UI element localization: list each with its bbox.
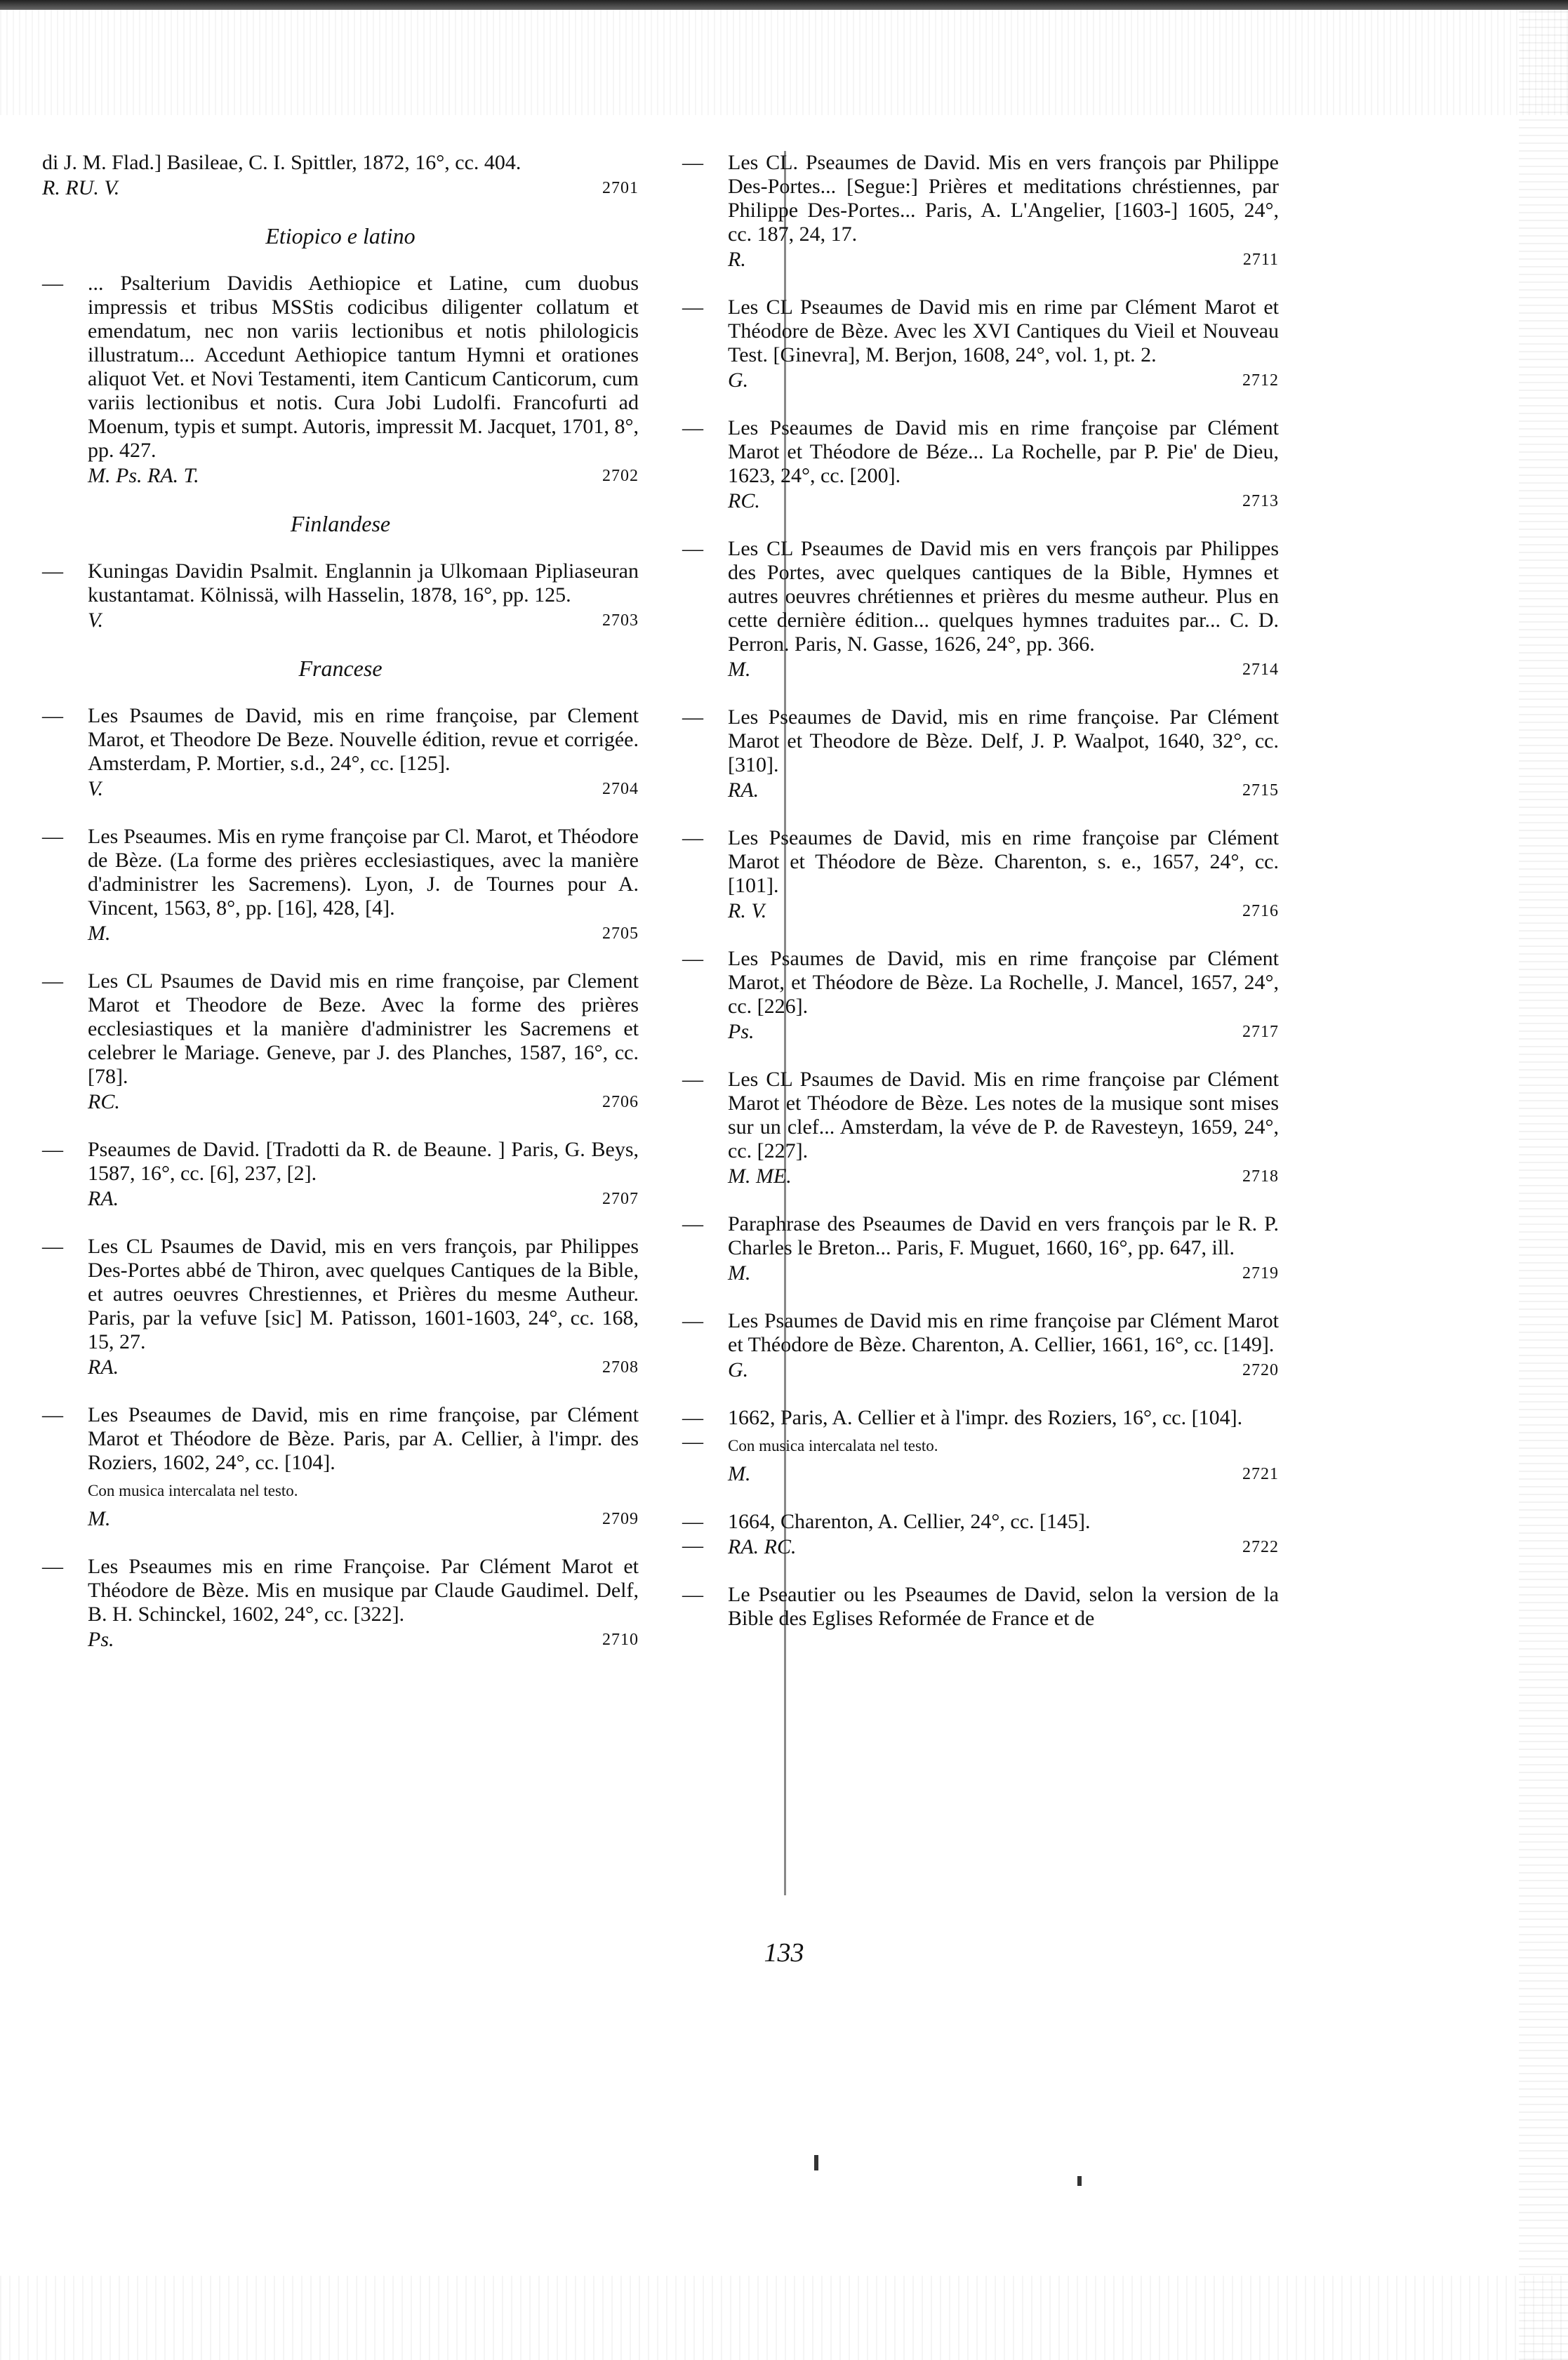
left-column xyxy=(42,151,639,1676)
entry-text xyxy=(682,1583,1279,1631)
entry-dash: — — xyxy=(682,1510,703,1557)
entry-number: 2707 xyxy=(602,1190,639,1208)
entry-body: 1664, Charenton, A. Cellier, 24°, cc. [145]. xyxy=(728,1510,1091,1533)
entry-signature xyxy=(682,1165,1279,1188)
entry-body: Les Psaumes de David, mis en rime françoise, par Clement Marot, et Theodore De Beze. Nouvelle édition, revue et corrigée. Amsterdam, P. Mortier, s.d., 24°, cc. [125]. xyxy=(88,704,639,775)
entry-text xyxy=(682,1309,1279,1357)
entry-2708 xyxy=(42,1235,639,1379)
entry-body: Le Pseautier ou les Pseaumes de David, selon la version de la Bible des Eglises Reformée de France et de xyxy=(728,1583,1279,1630)
entry-text xyxy=(682,705,1279,777)
entry-body: Les CL Pseaumes de David mis en rime par Clément Marot et Théodore de Bèze. Avec les XVI Cantiques du Vieil et Nouveau Test. [Ginevra], M. Berjon, 1608, 24°, vol. 1, pt. 2. xyxy=(728,296,1279,366)
entry-2722 xyxy=(682,1510,1279,1559)
entry-text xyxy=(42,1138,639,1186)
entry-number: 2708 xyxy=(602,1358,639,1377)
entry-signature xyxy=(682,658,1279,682)
scan-noise-bottom xyxy=(0,2276,1568,2360)
entry-libraries: R. V. xyxy=(728,899,767,922)
page-number: 133 xyxy=(764,1938,804,1968)
entry-text xyxy=(682,1068,1279,1163)
entry-note: Con musica intercalata nel testo. xyxy=(728,1437,938,1454)
entry-number: 2716 xyxy=(1242,902,1279,920)
right-column xyxy=(682,151,1279,1655)
entry-dash: — xyxy=(42,704,63,727)
entry-2713 xyxy=(682,416,1279,513)
entry-libraries: M. xyxy=(728,658,751,681)
entry-dash: — xyxy=(682,1212,703,1235)
entry-number: 2714 xyxy=(1242,661,1279,679)
entry-libraries: RA. RC. xyxy=(728,1535,797,1558)
entry-libraries: R. xyxy=(728,248,746,271)
entry-number: 2706 xyxy=(602,1093,639,1111)
entry-body: Les Pseaumes. Mis en ryme françoise par Cl. Marot, et Théodore de Bèze. (La forme des prières ecclesiastiques, avec la manière d'administrer les Sacremens). Lyon, J. de Tournes pour A. Vincent, 1563, 8°, pp. [16], 428, [4]. xyxy=(88,825,639,920)
entry-2706 xyxy=(42,969,639,1114)
entry-dash: — xyxy=(682,1309,703,1332)
entry-number: 2719 xyxy=(1242,1264,1279,1282)
entry-libraries: M. xyxy=(88,1507,111,1530)
entry-libraries: RA. xyxy=(88,1187,119,1210)
entry-body: Les Pseaumes de David, mis en rime françoise par Clément Marot et Théodore de Bèze. Charenton, s. e., 1657, 24°, cc. [101]. xyxy=(728,826,1279,897)
entry-libraries: G. xyxy=(728,1358,749,1381)
entry-2716 xyxy=(682,826,1279,923)
entry-dash: — xyxy=(42,1138,63,1161)
entry-number: 2705 xyxy=(602,924,639,943)
entry-libraries: M. xyxy=(88,922,111,945)
entry-signature xyxy=(42,1355,639,1379)
entry-number: 2701 xyxy=(602,179,639,197)
entry-signature xyxy=(682,248,1279,272)
entry-body: Les Psaumes de David mis en rime françoise par Clément Marot et Théodore de Bèze. Charenton, A. Cellier, 1661, 16°, cc. [149]. xyxy=(728,1309,1279,1356)
entry-signature xyxy=(42,777,639,801)
entry-libraries: R. RU. V. xyxy=(42,176,120,199)
entry-text xyxy=(682,151,1279,246)
entry-dash: — xyxy=(682,537,703,560)
entry-2702 xyxy=(42,272,639,488)
entry-body: Les CL Psaumes de David. Mis en rime françoise par Clément Marot et Théodore de Bèze. Les notes de la musique sont mises sur un clef... Amsterdam, la véve de P. de Ravesteyn, 1659, 24°, cc. [227]. xyxy=(728,1068,1279,1162)
entry-body: Les CL Pseaumes de David mis en vers françois par Philippes des Portes, avec quelques cantiques de la Bible, Hymnes et autres oeuvres chrétiennes et prières du mesme autheur. Plus en cette dernière édition... quelques hymnes traduites par... C. D. Perron. Paris, N. Gasse, 1626, 24°, pp. 366. xyxy=(728,537,1279,656)
entry-body: Pseaumes de David. [Tradotti da R. de Beaune. ] Paris, G. Beys, 1587, 16°, cc. [6], 237, [2]. xyxy=(88,1138,639,1185)
entry-text xyxy=(682,537,1279,656)
scan-noise-right xyxy=(1519,10,1568,2360)
entry-note: Con musica intercalata nel testo. xyxy=(88,1482,298,1499)
entry-2704 xyxy=(42,704,639,801)
entry-2703 xyxy=(42,559,639,632)
entry-libraries: M. ME. xyxy=(728,1165,792,1188)
entry-libraries: Ps. xyxy=(728,1020,755,1043)
entry-libraries: M. Ps. RA. T. xyxy=(88,464,199,487)
entry-2720 xyxy=(682,1309,1279,1382)
entry-body: Paraphrase des Pseaumes de David en vers françois par le R. P. Charles le Breton... Paris, F. Muguet, 1660, 16°, pp. 647, ill. xyxy=(728,1212,1279,1259)
entry-dash: — xyxy=(42,1555,63,1578)
entry-text xyxy=(42,1555,639,1626)
entry-number: 2721 xyxy=(1242,1465,1279,1483)
scan-speck xyxy=(1077,2176,1082,2186)
entry-libraries: M. xyxy=(728,1462,751,1485)
entry-libraries: V. xyxy=(88,609,103,632)
entry-libraries: RC. xyxy=(88,1090,120,1113)
entry-libraries: RA. xyxy=(88,1355,119,1379)
entry-number: 2713 xyxy=(1242,492,1279,510)
entry-text xyxy=(682,947,1279,1019)
entry-dash: — xyxy=(682,296,703,319)
entry-2715 xyxy=(682,705,1279,802)
entry-signature xyxy=(42,1628,639,1652)
entry-libraries: M. xyxy=(728,1261,751,1285)
entry-number: 2720 xyxy=(1242,1361,1279,1379)
entry-signature xyxy=(42,1090,639,1114)
scan-noise-top xyxy=(0,10,1568,115)
section-heading: Finlandese xyxy=(290,511,391,536)
entry-body: 1662, Paris, A. Cellier et à l'impr. des Roziers, 16°, cc. [104]. xyxy=(728,1406,1243,1429)
entry-text xyxy=(42,1235,639,1354)
entry-dash: — xyxy=(682,947,703,970)
entry-2714 xyxy=(682,537,1279,682)
entry-body: Les Psaumes de David, mis en rime françoise par Clément Marot, et Théodore de Bèze. La Rochelle, J. Mancel, 1657, 24°, cc. [226]. xyxy=(728,947,1279,1018)
entry-libraries: V. xyxy=(88,777,103,800)
entry-dash: — xyxy=(682,826,703,849)
entry-text xyxy=(682,296,1279,367)
entry-dash: — xyxy=(42,969,63,993)
entry-number: 2704 xyxy=(602,780,639,798)
entry-body: Les Pseaumes de David, mis en rime françoise, par Clément Marot et Théodore de Bèze. Paris, par A. Cellier, à l'impr. des Roziers, 1602, 24°, cc. [104]. xyxy=(88,1403,639,1474)
entry-text xyxy=(682,826,1279,898)
entry-text xyxy=(42,969,639,1089)
entry-dash: — xyxy=(682,1583,703,1606)
entry-dash: — xyxy=(42,1403,63,1426)
entry-signature xyxy=(682,489,1279,513)
entry-signature xyxy=(682,778,1279,802)
entry-signature xyxy=(42,922,639,946)
entry-libraries: RC. xyxy=(728,489,760,512)
entry-number: 2703 xyxy=(602,611,639,630)
entry-number: 2710 xyxy=(602,1631,639,1649)
section-heading: Etiopico e latino xyxy=(265,223,416,248)
entry-text xyxy=(42,825,639,920)
entry-text xyxy=(42,704,639,776)
entry-dash: — xyxy=(682,705,703,729)
entry-2705 xyxy=(42,825,639,946)
entry-2709 xyxy=(42,1403,639,1531)
entry-body: Les Pseaumes de David, mis en rime françoise. Par Clément Marot et Theodore de Bèze. Delf, J. P. Waalpot, 1640, 32°, cc. [310]. xyxy=(728,705,1279,776)
entry-signature xyxy=(682,899,1279,923)
entry-signature xyxy=(682,1535,1279,1559)
entry-signature xyxy=(42,609,639,632)
entry-number: 2722 xyxy=(1242,1538,1279,1556)
entry-dash: — xyxy=(42,559,63,583)
entry-body: Les CL Psaumes de David, mis en vers françois, par Philippes Des-Portes abbé de Thiron, avec quelques Cantiques de la Bible, et autres oeuvres Chrestiennes, et Prières du mesme Autheur. Paris, par la vefuve [sic] M. Patisson, 1601-1603, 24°, cc. 168, 15, 27. xyxy=(88,1235,639,1353)
entry-2710 xyxy=(42,1555,639,1652)
entry-body: Les CL. Pseaumes de David. Mis en vers françois par Philippe Des-Portes... [Segue:] Prières et meditations chréstiennes, par Philippe Des-Portes... Paris, A. L'Angelier, [1603-] 1605, 24°, cc. 187, 24, 17. xyxy=(728,151,1279,246)
entry-continued xyxy=(682,1583,1279,1631)
entry-body: Kuningas Davidin Psalmit. Englannin ja Ulkomaan Pipliaseuran kustantamat. Kölnissä, wilh Hasselin, 1878, 16°, pp. 125. xyxy=(88,559,639,606)
entry-signature xyxy=(42,464,639,488)
entry-dash: — xyxy=(42,272,63,295)
entry-number: 2717 xyxy=(1242,1023,1279,1041)
section-heading: Francese xyxy=(298,656,383,681)
entry-2719 xyxy=(682,1212,1279,1285)
entry-body: Les Pseaumes mis en rime Françoise. Par Clément Marot et Théodore de Bèze. Mis en musique par Claude Gaudimel. Delf, B. H. Schinckel, 1602, 24°, cc. [322]. xyxy=(88,1555,639,1626)
entry-2721 xyxy=(682,1406,1279,1486)
entry-signature xyxy=(42,1187,639,1211)
entry-dash: — xyxy=(42,825,63,848)
entry-body: ... Psalterium Davidis Aethiopice et Latine, cum duobus impressis et tribus MSStis codicibus diligenter collatum et emendatum, nec non variis lectionibus et notis philologicis illustratum... Accedunt Aethiopice tantum Hymni et orationes aliquot Vet. et Novi Testamenti, item Canticum Canticorum, cum variis lectionibus et notis. Cura Jobi Ludolfi. Francofurti ad Moenum, typis et sumpt. Autoris, impressit M. Jacquet, 1701, 8°, pp. 427. xyxy=(88,272,639,462)
entry-libraries: G. xyxy=(728,369,749,392)
entry-signature xyxy=(42,176,639,200)
entry-body: Les Pseaumes de David mis en rime françoise par Clément Marot et Théodore de Béze... La Rochelle, par P. Pie' de Dieu, 1623, 24°, cc. [200]. xyxy=(728,416,1279,487)
entry-number: 2718 xyxy=(1242,1167,1279,1186)
entry-2711 xyxy=(682,151,1279,272)
scan-speck xyxy=(814,2155,818,2170)
entry-2707 xyxy=(42,1138,639,1211)
entry-text: di J. M. Flad.] Basileae, C. I. Spittler, 1872, 16°, cc. 404. xyxy=(42,151,521,174)
entry-signature xyxy=(682,1358,1279,1382)
entry-signature xyxy=(682,1020,1279,1044)
entry-text xyxy=(42,559,639,607)
entry-number: 2702 xyxy=(602,467,639,485)
entry-number: 2712 xyxy=(1242,371,1279,390)
entry-libraries: Ps. xyxy=(88,1628,114,1651)
entry-2717 xyxy=(682,947,1279,1044)
entry-text xyxy=(42,1403,639,1475)
entry-text xyxy=(682,416,1279,488)
entry-signature xyxy=(682,1462,1279,1486)
entry-signature xyxy=(682,1261,1279,1285)
entry-body: Les CL Psaumes de David mis en rime françoise, par Clement Marot et Theodore de Beze. Avec la forme des prières ecclesiastiques et la manière d'administrer les Sacremens et celebrer le Mariage. Geneve, par J. des Planches, 1587, 16°, cc. [78]. xyxy=(88,969,639,1088)
entry-dash: — xyxy=(682,151,703,174)
entry-dash: — — xyxy=(682,1406,703,1453)
entry-dash: — xyxy=(682,1068,703,1091)
entry-number: 2709 xyxy=(602,1510,639,1528)
entry-libraries: RA. xyxy=(728,778,759,802)
entry-dash: — xyxy=(42,1235,63,1258)
entry-text xyxy=(42,272,639,463)
scan-top-edge xyxy=(0,0,1568,10)
entry-number: 2715 xyxy=(1242,781,1279,800)
entry-2712 xyxy=(682,296,1279,392)
entry-2718 xyxy=(682,1068,1279,1188)
entry-dash: — xyxy=(682,416,703,439)
entry-signature xyxy=(42,1507,639,1531)
entry-2701 xyxy=(42,151,639,200)
entry-signature xyxy=(682,369,1279,392)
entry-number: 2711 xyxy=(1242,251,1279,269)
entry-text xyxy=(682,1212,1279,1260)
